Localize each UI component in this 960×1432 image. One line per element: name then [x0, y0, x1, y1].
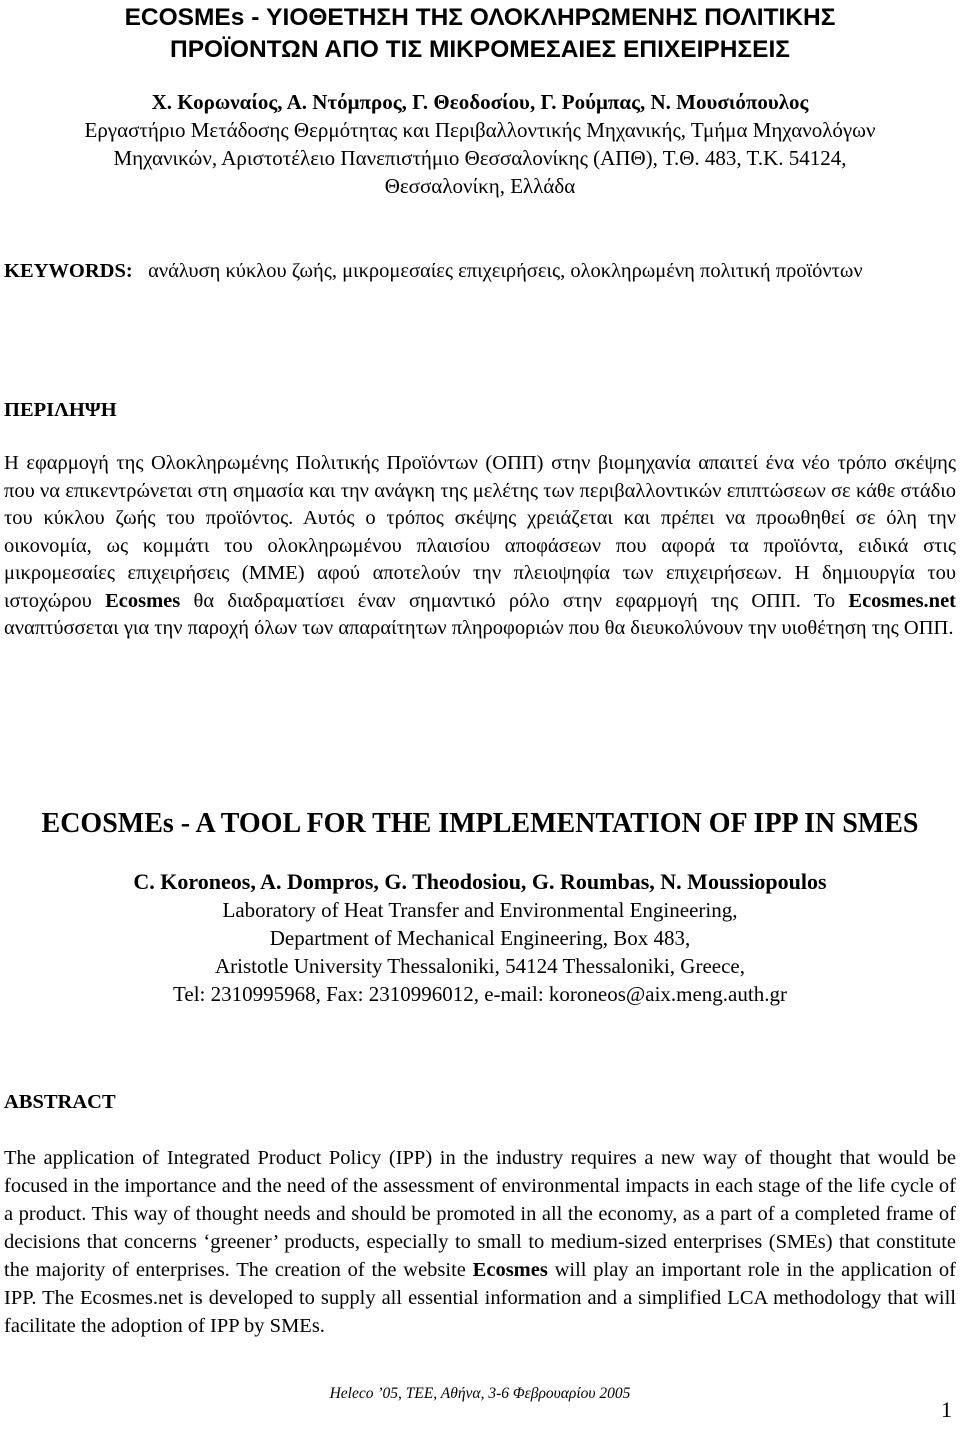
- english-contact: Tel: 2310995968, Fax: 2310996012, e-mail: koroneos@aix.meng.auth.gr: [173, 982, 787, 1006]
- greek-ecosmes-bold: Ecosmes: [105, 589, 181, 612]
- keywords-label: KEYWORDS:: [4, 260, 133, 282]
- english-affiliation-line-3: Aristotle University Thessaloniki, 54124 Thessaloniki, Greece,: [215, 954, 745, 978]
- greek-title: [0, 2, 960, 66]
- greek-abstract-heading: ΠΕΡΙΛΗΨΗ: [4, 399, 117, 421]
- keywords: [4, 256, 956, 286]
- greek-affiliation-line-2: Μηχανικών, Αριστοτέλειο Πανεπιστήμιο Θεσσαλονίκης (ΑΠΘ), Τ.Θ. 483, Τ.Κ. 54124,: [113, 146, 847, 170]
- greek-authors: Χ. Κορωναίος, Α. Ντόμπρος, Γ. Θεοδοσίου, Γ. Ρούμπας, Ν. Μουσιόπουλος: [151, 90, 809, 114]
- greek-title-line-2: ΠΡΟΪΟΝΤΩΝ ΑΠΟ ΤΙΣ ΜΙΚΡΟΜΕΣΑΙΕΣ ΕΠΙΧΕΙΡΗΣΕΙΣ: [170, 36, 790, 63]
- english-affiliation-line-1: Laboratory of Heat Transfer and Environmental Engineering,: [222, 898, 738, 922]
- english-ecosmes-bold: Ecosmes: [472, 1259, 548, 1281]
- page-number: 1: [941, 1397, 952, 1422]
- greek-author-block: [0, 88, 960, 200]
- english-authors: C. Koroneos, A. Dompros, G. Theodosiou, G. Roumbas, N. Moussiopoulos: [133, 869, 827, 894]
- footer-conference: Heleco ’05, ΤΕΕ, Αθήνα, 3-6 Φεβρουαρίου 2005: [329, 1385, 631, 1402]
- english-abstract-body: The application of Integrated Product Policy (IPP) in the industry requires a new way of thought that would be focused in the importance and the need of the assessment of environmental impacts in each stage of the life cycle of a product. This way of thought needs and should be promoted in all the economy, as a part of a completed frame of decisions that concerns ‘greener’ products, especially to small to medium-sized enterprises (SMEs) that constitute the majority of enterprises. The creation of the website Ecosmes will play an important role in the application of IPP. The Ecosmes.net is developed to supply all essential information and a simplified LCA methodology that will facilitate the adoption of IPP by SMEs.: [4, 1147, 956, 1337]
- greek-title-line-1: ECOSMEs - ΥΙΟΘΕΤΗΣΗ ΤΗΣ ΟΛΟΚΛΗΡΩΜΕΝΗΣ ΠΟΛΙΤΙΚΗΣ: [124, 4, 836, 31]
- english-affiliation-line-2: Department of Mechanical Engineering, Box 483,: [269, 926, 691, 950]
- english-abstract-heading: ABSTRACT: [4, 1091, 116, 1113]
- keywords-text: ανάλυση κύκλου ζωής, μικρομεσαίες επιχειρήσεις, ολοκληρωμένη πολιτική προϊόντων: [148, 260, 863, 282]
- english-title: ECOSMEs - A TOOL FOR THE IMPLEMENTATION OF IPP IN SMES: [41, 808, 919, 839]
- greek-ecosmes-net-bold: Ecosmes.net: [848, 589, 956, 612]
- greek-abstract-body: Η εφαρμογή της Ολοκληρωμένης Πολιτικής Προϊόντων (ΟΠΠ) στην βιομηχανία απαιτεί ένα νέο τρόπο σκέψης που να επικεντρώνεται στη σημασία και την ανάγκη της μελέτης των περιβαλλοντικών επιπτώσεων σε κάθε στάδιο του κύκλου ζωής του προϊόντος. Αυτός ο τρόπος σκέψης χρειάζεται και πρέπει να προωθηθεί σε όλη την οικονομία, ως κομμάτι του ολοκληρωμένου πλαισίου αποφάσεων που αφορά τα προϊόντα, ειδικά στις μικρομεσαίες επιχειρήσεις (ΜΜΕ) αφού αποτελούν την πλειοψηφία των επιχειρήσεων. Η δημιουργία του ιστοχώρου Ecosmes θα διαδραματίσει έναν σημαντικό ρόλο στην εφαρμογή της ΟΠΠ. Το Ecosmes.net αναπτύσσεται για την παροχή όλων των απαραίτητων πληροφοριών που θα διευκολύνουν την υιοθέτηση της ΟΠΠ.: [4, 452, 956, 639]
- greek-affiliation-line-1: Εργαστήριο Μετάδοσης Θερμότητας και Περιβαλλοντικής Μηχανικής, Τμήμα Μηχανολόγων: [84, 118, 876, 142]
- english-author-block: [0, 868, 960, 1008]
- greek-affiliation-line-3: Θεσσαλονίκη, Ελλάδα: [384, 174, 576, 198]
